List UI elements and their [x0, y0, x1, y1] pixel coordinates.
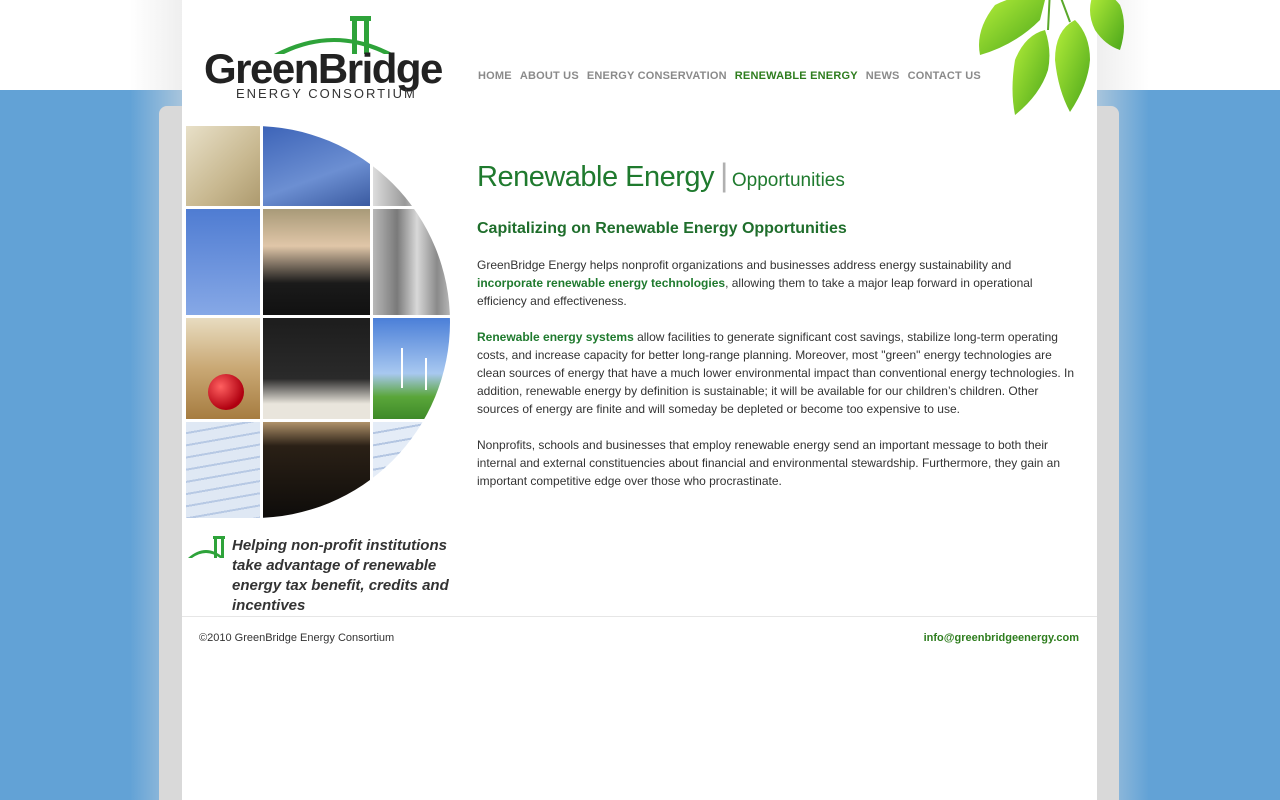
nav-renewable-energy[interactable]: RENEWABLE ENERGY: [734, 70, 858, 82]
footer-divider: [182, 616, 1097, 617]
site-logo[interactable]: [204, 14, 474, 104]
footer-copyright: ©2010 GreenBridge Energy Consortium: [199, 632, 395, 644]
photo-apple-desk: [186, 318, 260, 419]
paragraph-2: Renewable energy systems allow facilities to generate significant cost savings, stabilize long-term operating costs, and increase capacity for better long-range planning. Moreover, most "green" energy technologies are clean sources of energy that have a much lower environmental impact than conventional energy technologies. In addition, renewable energy by definition is sustainable; it will be available for our children’s children. Other sources of energy are finite and will someday be depleted or become too expensive to use.: [477, 330, 1075, 416]
photo-student-boy: [263, 209, 370, 315]
page-subtitle: Opportunities: [731, 170, 845, 191]
photo-financial-figures: [373, 422, 450, 518]
logo-wordmark: GreenBridge: [204, 45, 442, 92]
link-incorporate-technologies[interactable]: incorporate renewable energy technologies: [477, 276, 726, 290]
nav-news[interactable]: NEWS: [865, 70, 900, 82]
photo-pipes: [373, 126, 450, 206]
leaves-decoration-icon: [970, 0, 1130, 120]
sidebar-tagline: Helping non-profit institutions take advantage of renewable energy tax benefit, credits and incentives: [232, 537, 449, 614]
nav-energy-conservation[interactable]: ENERGY CONSERVATION: [586, 70, 727, 82]
paragraph-1: GreenBridge Energy helps nonprofit organizations and businesses address energy sustainability and incorporate renewable energy technologies, allowing them to take a major leap forward in operational efficiency and effectiveness.: [477, 258, 1033, 308]
logo-tagline: ENERGY CONSORTIUM: [236, 86, 417, 101]
photo-raised-hand: [186, 126, 260, 206]
photo-chalkboard: [263, 422, 370, 518]
turbine-icon: [425, 358, 427, 390]
photo-student-writing: [263, 318, 370, 419]
photo-power-lines: [186, 209, 260, 315]
page-container: [182, 0, 1097, 800]
main-content: [477, 150, 1077, 508]
link-renewable-systems[interactable]: Renewable energy systems: [477, 330, 634, 344]
nav-about-us[interactable]: ABOUT US: [519, 70, 579, 82]
bridge-mark-icon: [186, 536, 226, 560]
photo-collage: [186, 126, 450, 518]
main-nav: [478, 70, 989, 82]
nav-contact-us[interactable]: CONTACT US: [907, 70, 981, 82]
section-heading: Capitalizing on Renewable Energy Opportunities: [477, 220, 847, 237]
page-title: Renewable Energy | Opportunities: [477, 157, 845, 193]
photo-steel-pipes: [373, 209, 450, 315]
photo-wind-turbines: [373, 318, 450, 419]
nav-home[interactable]: HOME: [478, 70, 512, 82]
paragraph-3: Nonprofits, schools and businesses that employ renewable energy send an important message to both their internal and external constituencies about financial and environmental stewardship. Furthermore, they gain an important competitive edge over those who procrastinate.: [477, 438, 1061, 488]
footer-email-link[interactable]: info@greenbridgeenergy.com: [923, 632, 1079, 644]
apple-icon: [208, 374, 244, 410]
turbine-icon: [401, 348, 403, 388]
photo-spreadsheet: [186, 422, 260, 518]
photo-power-tower: [263, 126, 370, 206]
